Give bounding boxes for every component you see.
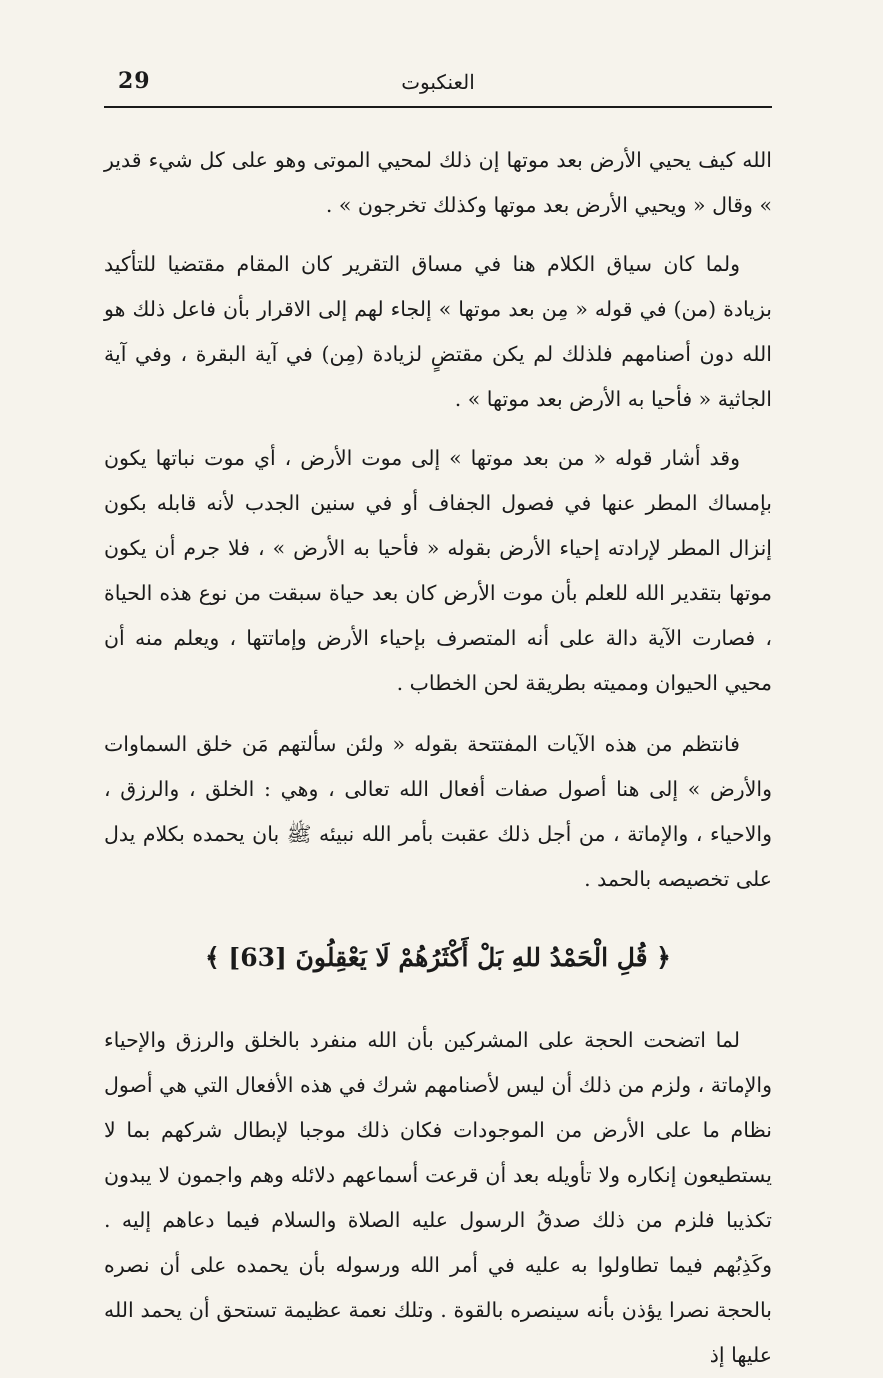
- page-body: [104, 138, 772, 1378]
- paragraph-gap: [104, 706, 772, 722]
- header-rule: [104, 106, 772, 108]
- running-title: العنكبوت: [401, 70, 475, 94]
- paragraph-gap: [104, 422, 772, 436]
- page-number: 29: [118, 68, 151, 94]
- paragraph-2: ولما كان سياق الكلام هنا في مساق التقرير كان المقام مقتضيا للتأكيد بزيادة (من) في قوله « مِن بعد موتها » إلجاء لهم إلى الاقرار بأن فاعل ذلك هو الله دون أصنامهم فلذلك لم يكن مقتضٍ لزيادة (مِن) في آية البقرة ، وفي آية الجاثية « فأحيا به الأرض بعد موتها » .: [104, 252, 772, 411]
- paragraph-5: لما اتضحت الحجة على المشركين بأن الله منفرد بالخلق والرزق والإحياء والإماتة ، ولزم من ذلك أن ليس لأصنامهم شرك في هذه الأفعال التي هي أصول نظام ما على الأرض من الموجودات فكان ذلك موجبا لإبطال شركهم بما لا يستطيعون إنكاره ولا تأويله بعد أن قرعت أسماعهم دلائله وهم واجمون لا يبدون تكذيبا فلزم من ذلك صدقُ الرسول عليه الصلاة والسلام فيما دعاهم إليه . وكَذِبُهم فيما تطاولوا به عليه في أمر الله ورسوله بأن يحمده على أن نصره بالحجة نصرا يؤذن بأنه سينصره بالقوة . وتلك نعمة عظيمة تستحق أن يحمد الله عليها إذ: [104, 1028, 772, 1367]
- page-header: [104, 64, 772, 106]
- paragraph-1: الله كيف يحيي الأرض بعد موتها إن ذلك لمحيي الموتى وهو على كل شيء قدير » وقال « ويحيي الأرض بعد موتها وكذلك تخرجون » .: [104, 148, 772, 217]
- paragraph-4: فانتظم من هذه الآيات المفتتحة بقوله « ولئن سألتهم مَن خلق السماوات والأرض » إلى هنا أصول صفات أفعال الله تعالى ، وهي : الخلق ، والرزق ، والاحياء ، والإماتة ، من أجل ذلك عقبت بأمر الله نبيئه ﷺ بان يحمده بكلام يدل على تخصيصه بالحمد .: [104, 732, 772, 891]
- paragraph-gap: [104, 228, 772, 242]
- paragraph-3: وقد أشار قوله « من بعد موتها » إلى موت الأرض ، أي موت نباتها يكون بإمساك المطر عنها في فصول الجفاف أو في سنين الجدب لأنه قابله بكون إنزال المطر لإرادته إحياء الأرض بقوله « فأحيا به الأرض » ، فلا جرم أن يكون موتها بتقدير الله للعلم بأن موت الأرض كان بعد حياة سبقت من نوع هذه الحياة ، فصارت الآية دالة على أنه المتصرف بإحياء الأرض وإماتتها ، ويعلم منه أن محيي الحيوان ومميته بطريقة لحن الخطاب .: [104, 446, 772, 695]
- quran-verse: ﴿ قُلِ الْحَمْدُ للهِ بَلْ أَكْثَرُهُمْ لَا يَعْقِلُونَ [63] ﴾: [205, 943, 671, 972]
